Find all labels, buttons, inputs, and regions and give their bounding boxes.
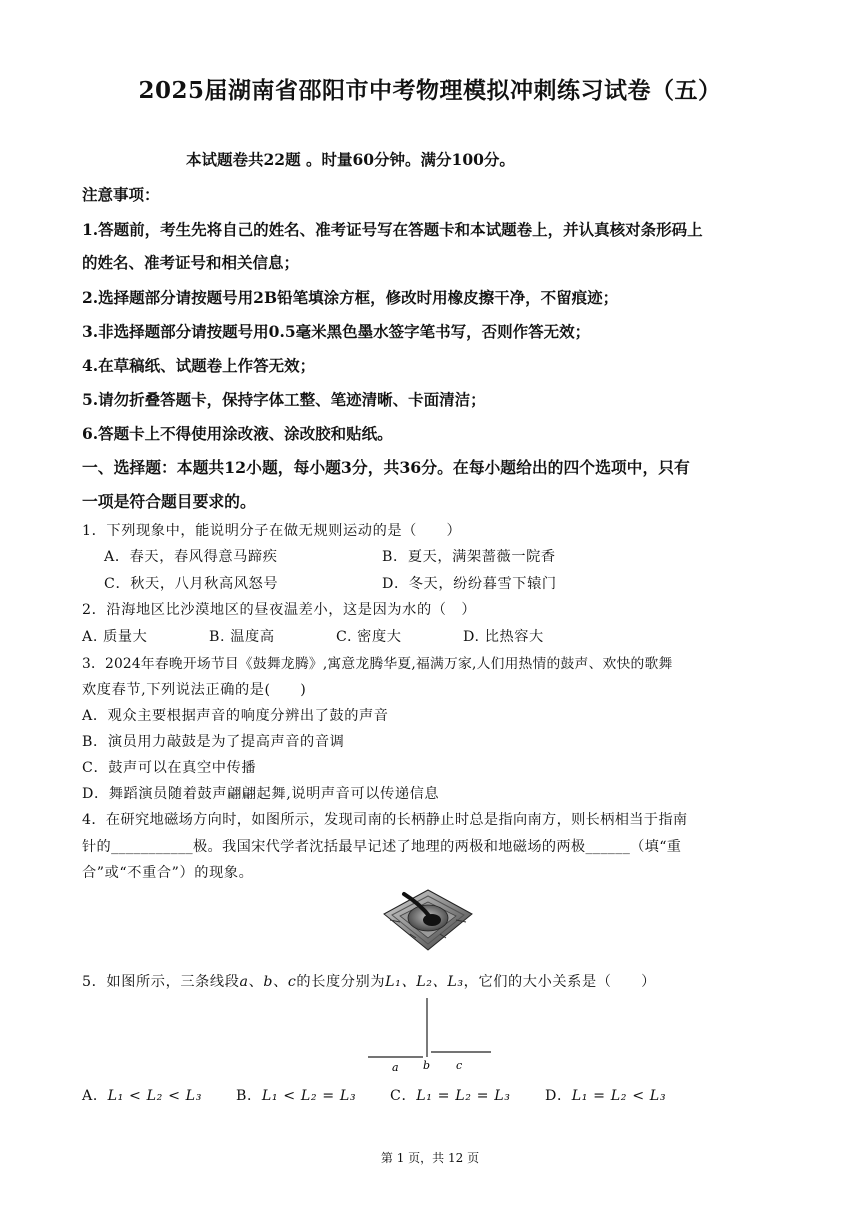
option-label: D． (545, 1088, 572, 1104)
question-1-option-c: C．秋天，八月秋高风怒号 (104, 576, 279, 592)
question-2-option-c: C. 密度大 (336, 629, 402, 645)
note-line: 6.答题卡上不得使用涂改液、涂改胶和贴纸。 (82, 424, 393, 443)
note-line: 4.在草稿纸、试题卷上作答无效； (82, 356, 316, 375)
question-5-option-c (390, 1085, 511, 1105)
sinan-compass-image (380, 884, 476, 956)
note-line: 1.答题前，考生先将自己的姓名、准考证号写在答题卡和本试题卷上，并认真核对条形码上 (82, 220, 703, 239)
question-3-option-a: A．观众主要根据声音的响度分辨出了鼓的声音 (82, 708, 389, 724)
question-1-option-b: B．夏天，满架蔷薇一院香 (382, 549, 556, 565)
notes-heading: 注意事项： (82, 185, 160, 204)
question-2-option-a: A. 质量大 (82, 629, 148, 645)
question-3-stem: 欢度春节,下列说法正确的是( ) (82, 682, 307, 698)
question-3-stem: 3．2024年春晚开场节目《鼓舞龙腾》,寓意龙腾华夏,福满万家,人们用热情的鼓声、欢快的歌舞 (82, 656, 673, 672)
question-3-option-d: D．舞蹈演员随着鼓声翩翩起舞,说明声音可以传递信息 (82, 786, 440, 802)
question-1-option-d: D．冬天，纷纷暮雪下辕门 (382, 576, 557, 592)
page-footer: 第 1 页，共 12 页 (380, 1151, 480, 1165)
question-3-option-b: B．演员用力敲鼓是为了提高声音的音调 (82, 734, 345, 750)
question-5-option-b (236, 1085, 356, 1105)
question-5-stem (82, 971, 656, 991)
question-5-stem-text: ，它们的大小关系是（ ） (463, 974, 656, 990)
option-expression: L₁ < L₂ = L₃ (261, 1088, 357, 1104)
question-3-option-c: C．鼓声可以在真空中传播 (82, 760, 257, 776)
question-4-stem: 针的___________极。我国宋代学者沈括最早记述了地理的两极和地磁场的两极______（填“重 (82, 839, 682, 855)
question-5-option-d (545, 1085, 666, 1105)
question-4-stem: 4．在研究地磁场方向时，如图所示，发现司南的长柄静止时总是指向南方，则长柄相当于指南 (82, 812, 688, 828)
figure-label-a: a (392, 1061, 399, 1074)
separator: 、 (248, 974, 264, 990)
segment-c-label: c (287, 974, 297, 990)
section-heading: 一、选择题：本题共12小题，每小题3分，共36分。在每小题给出的四个选项中，只有 (82, 458, 690, 477)
question-2-option-d: D. 比热容大 (463, 629, 544, 645)
note-line: 的姓名、准考证号和相关信息； (82, 253, 300, 272)
question-5-stem-text: 的长度分别为 (296, 974, 386, 990)
separator: 、 (273, 974, 288, 990)
question-2-stem: 2．沿海地区比沙漠地区的昼夜温差小，这是因为水的（ ） (82, 602, 477, 618)
note-line: 2.选择题部分请按题号用2B铅笔填涂方框，修改时用橡皮擦干净，不留痕迹； (82, 288, 619, 307)
segment-b-label: b (263, 974, 274, 990)
option-label: B． (236, 1088, 262, 1104)
section-heading: 一项是符合题目要求的。 (82, 492, 256, 511)
segments-figure (360, 996, 500, 1076)
option-expression: L₁ = L₂ < L₃ (571, 1088, 667, 1104)
question-1-option-a: A．春天，春风得意马蹄疾 (104, 549, 278, 565)
question-2-option-b: B. 温度高 (209, 629, 275, 645)
note-line: 3.非选择题部分请按题号用0.5毫米黑色墨水签字笔书写，否则作答无效； (82, 322, 591, 341)
question-1-stem: 1．下列现象中，能说明分子在做无规则运动的是（ ） (82, 523, 462, 539)
figure-label-b: b (423, 1059, 431, 1072)
lengths-symbols: L₁、L₂、L₃ (385, 974, 464, 990)
page-title: 2025届湖南省邵阳市中考物理模拟冲刺练习试卷（五） (138, 77, 722, 104)
option-expression: L₁ = L₂ = L₃ (416, 1088, 511, 1104)
figure-label-c: c (456, 1059, 463, 1072)
question-4-stem: 合”或“不重合”）的现象。 (82, 865, 254, 881)
option-label: A． (82, 1088, 108, 1104)
question-5-stem-text: 5．如图所示，三条线段 (82, 974, 240, 990)
note-line: 5.请勿折叠答题卡，保持字体工整、笔迹清晰、卡面清洁； (82, 390, 486, 409)
option-expression: L₁ < L₂ < L₃ (107, 1088, 202, 1104)
option-label: C． (390, 1088, 417, 1104)
exam-info: 本试题卷共22题 。时量60分钟。满分100分。 (186, 150, 515, 169)
question-5-option-a (82, 1085, 202, 1105)
segment-a-label: a (239, 974, 249, 990)
